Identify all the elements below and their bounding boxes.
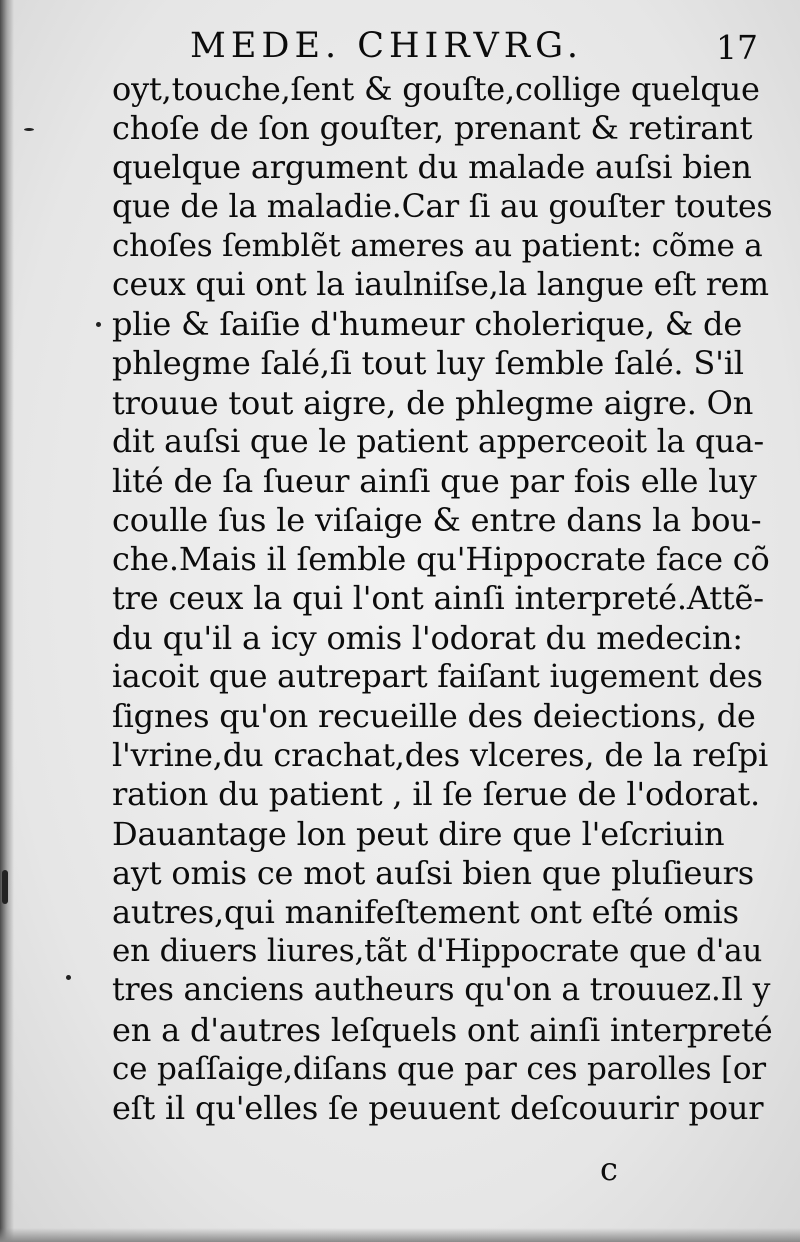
text-line: choſes ſemblẽt ameres au patient: cõme a [112, 227, 763, 264]
page-gutter-shadow [0, 0, 14, 1242]
text-line: Dauantage lon peut dire que l'eſcriuin [112, 814, 725, 853]
text-line: autres,qui manifeſtement ont eſté omis [112, 892, 739, 931]
text-line: ayt omis ce mot auſsi bien que pluſieurs [112, 853, 754, 892]
text-line: choſe de ſon gouſter, prenant & retirant [112, 109, 753, 148]
ink-speck [24, 128, 34, 131]
text-line: phlegme ſalé,ſi tout luy ſemble ſalé. S'il [112, 344, 744, 383]
text-line: lité de ſa ſueur ainſi que par fois elle luy [112, 461, 757, 500]
text-line: coulle ſus le viſaige & entre dans la bou- [112, 501, 762, 540]
text-line: en diuers liures,tãt d'Hippocrate que d'au [112, 933, 763, 970]
text-line: eſt il qu'elles ſe peuuent deſcouurir pour [112, 1088, 764, 1127]
text-line: ration du patient , il ſe ſerue de l'odorat. [112, 775, 760, 814]
text-line: que de la maladie.Car ſi au gouſter toutes [112, 188, 773, 225]
body-text [112, 70, 772, 1128]
signature-mark: c [600, 1150, 618, 1188]
text-line: quelque argument du malade auſsi bien [112, 148, 752, 187]
text-line: oyt,touche,ſent & gouſte,collige quelque [112, 70, 760, 108]
text-line: trouue tout aigre, de phlegme aigre. On [112, 383, 754, 422]
ink-speck [2, 870, 8, 904]
text-line: du qu'il a icy omis l'odorat du medecin: [112, 618, 743, 657]
ink-speck [66, 975, 71, 980]
text-line: tres anciens autheurs qu'on a trouuez.Il y [112, 972, 771, 1009]
text-line: ſignes qu'on recueille des deiections, de [112, 697, 756, 735]
text-line: ce paſſaige,diſans que par ces parolles [or [112, 1050, 766, 1087]
ink-speck [96, 322, 101, 327]
text-line: tre ceux la qui l'ont ainſi interpreté.Attẽ- [112, 579, 764, 618]
text-line: l'vrine,du crachat,des vlceres, de la reſpi [112, 736, 769, 775]
running-title: MEDE. CHIRVRG. [190, 26, 583, 66]
text-line: iacoit que autrepart faiſant iugement des [112, 658, 763, 695]
text-line: en a d'autres leſquels ont ainſi interpreté [112, 1010, 773, 1049]
text-line: plie & ſaiſie d'humeur cholerique, & de [112, 305, 743, 344]
text-line: ceux qui ont la iaulniſse,la langue eſt rem [112, 266, 769, 303]
page-number: 17 [716, 28, 758, 67]
text-line: dit auſsi que le patient apperceoit la qua- [112, 423, 764, 460]
page-bottom-shadow [0, 1228, 800, 1242]
text-line: che.Mais il ſemble qu'Hippocrate face cõ [112, 540, 770, 579]
